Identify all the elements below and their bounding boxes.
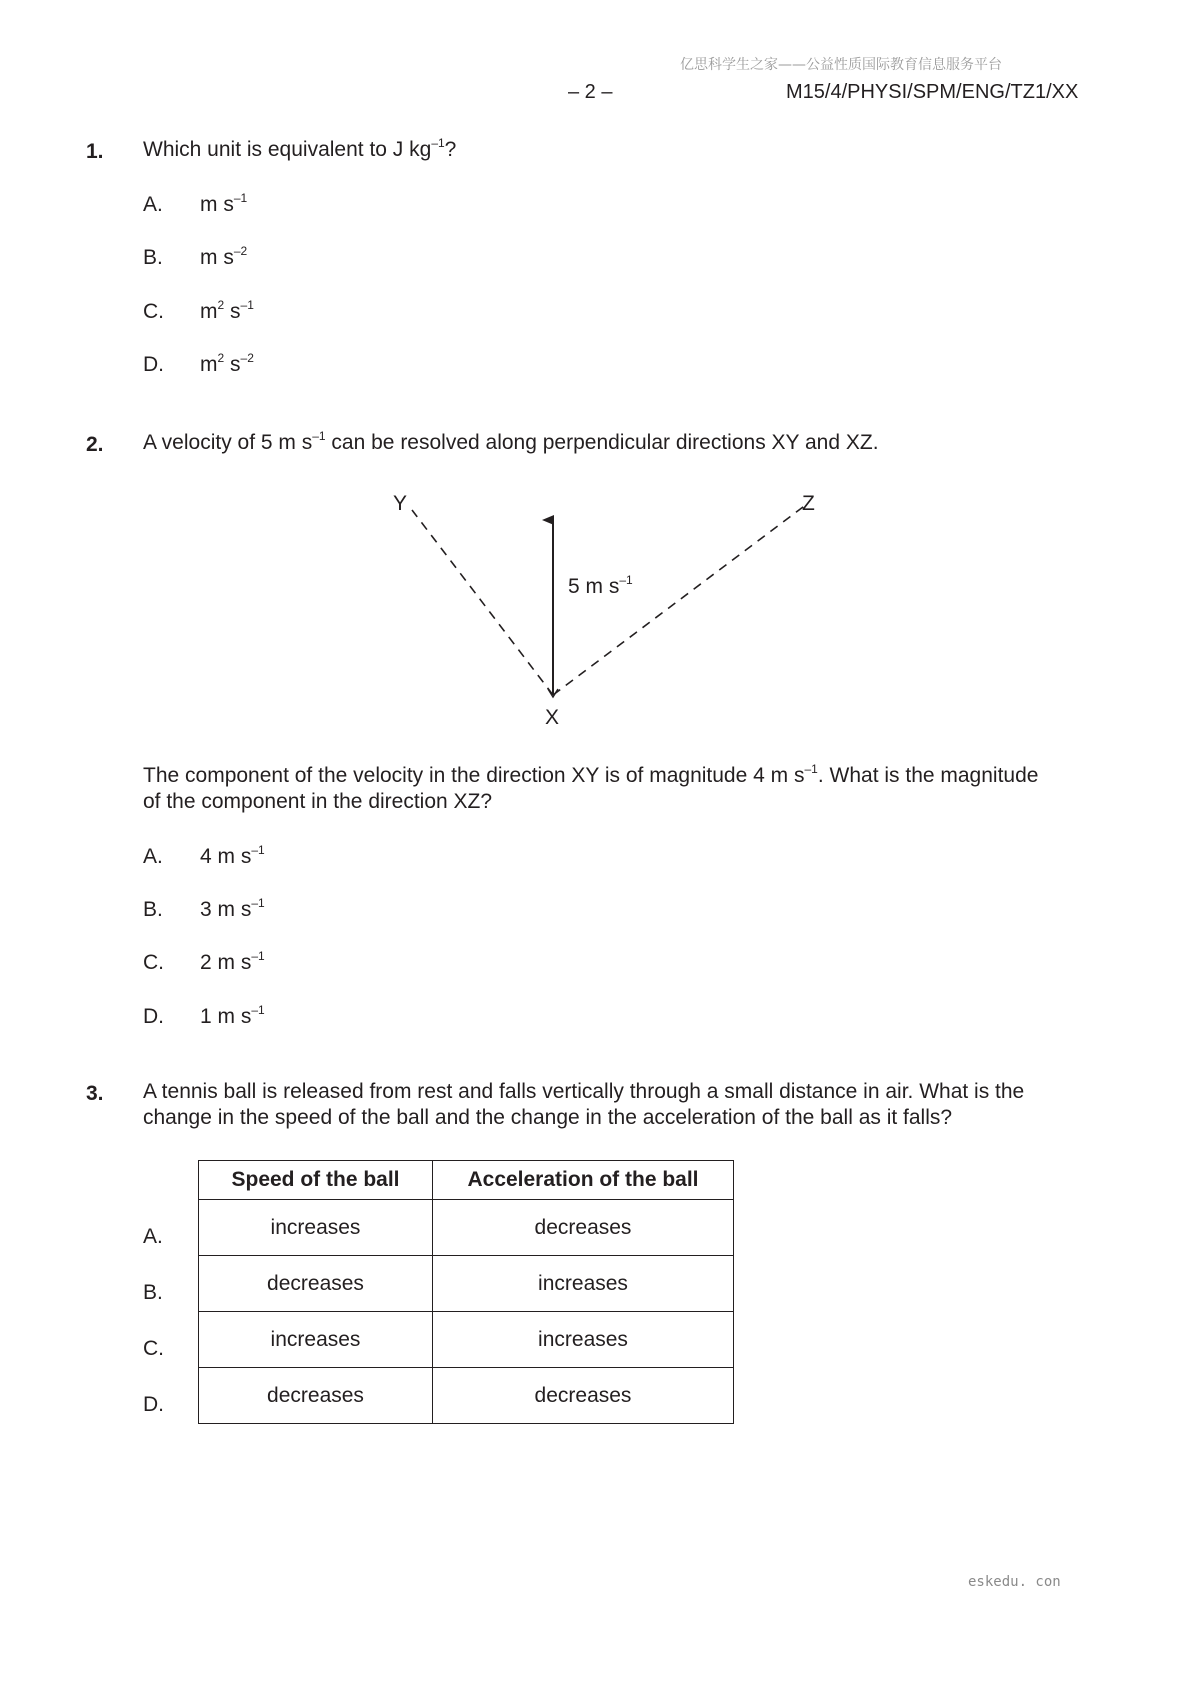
question-3-text-line-1: A tennis ball is released from rest and falls vertically through a small distance in air. What is the: [143, 1080, 1025, 1103]
question-1-option-d-letter: D.: [143, 353, 164, 376]
question-3-row-b-letter: B.: [143, 1281, 163, 1304]
question-1-text-sup: –1: [431, 136, 445, 150]
option-value: 3 m s: [200, 898, 252, 921]
velocity-label-exponent: –1: [619, 573, 633, 587]
option-exponent: 2: [217, 351, 225, 365]
question-1-option-b: [200, 246, 247, 270]
question-2-text-end: can be resolved along perpendicular directions XY and XZ.: [325, 431, 879, 454]
option-value: 4 m s: [200, 845, 252, 868]
question-3-row-c-letter: C.: [143, 1337, 164, 1360]
direction-xy-line: [412, 510, 553, 695]
followup-text-end: . What is the magnitude: [817, 764, 1039, 787]
question-2-followup-line-1: [143, 763, 1038, 789]
option-value: 2 m s: [200, 951, 252, 974]
direction-xz-line: [553, 504, 807, 695]
paper-code: M15/4/PHYSI/SPM/ENG/TZ1/XX: [786, 81, 1079, 103]
question-2-text-sup: –1: [312, 429, 326, 443]
option-value: s: [224, 300, 241, 323]
label-z: Z: [802, 492, 815, 515]
question-1-option-d: [200, 353, 254, 377]
header-acceleration: Acceleration of the ball: [433, 1161, 734, 1200]
followup-text-main: The component of the velocity in the direction XY is of magnitude 4 m s: [143, 764, 805, 787]
question-2-option-a-letter: A.: [143, 845, 163, 868]
question-2-option-a: [200, 845, 265, 869]
velocity-label: [568, 573, 633, 598]
option-value: m s: [200, 193, 234, 216]
option-exponent: –1: [251, 949, 265, 963]
question-2-option-d-letter: D.: [143, 1005, 164, 1028]
question-1-option-a: [200, 193, 247, 217]
question-2-text: [143, 430, 879, 456]
question-2-option-b: [200, 898, 265, 922]
question-2-text-main: A velocity of 5 m s: [143, 431, 313, 454]
cell-speed: decreases: [199, 1368, 433, 1424]
option-exponent: –1: [233, 191, 248, 205]
table-row: [199, 1368, 734, 1424]
cell-acceleration: decreases: [433, 1368, 734, 1424]
option-value: m: [200, 353, 218, 376]
question-1-option-a-letter: A.: [143, 193, 163, 216]
question-1-option-c-letter: C.: [143, 300, 164, 323]
question-1-option-c: [200, 300, 254, 324]
velocity-diagram: [380, 480, 820, 730]
option-value: s: [224, 353, 241, 376]
table-row: [199, 1256, 734, 1312]
question-2-option-c: [200, 951, 265, 975]
option-exponent: 2: [217, 298, 225, 312]
question-1-text-end: ?: [444, 138, 457, 161]
question-1-text-main: Which unit is equivalent to J kg: [143, 138, 432, 161]
table-header-row: [199, 1161, 734, 1200]
answer-table: [198, 1160, 734, 1424]
question-1-option-b-letter: B.: [143, 246, 163, 269]
header-speed: Speed of the ball: [199, 1161, 433, 1200]
option-exponent: –1: [251, 896, 265, 910]
option-exponent: –1: [251, 843, 265, 857]
option-exponent: –1: [240, 298, 254, 312]
watermark-header: 亿思科学生之家——公益性质国际教育信息服务平台: [680, 57, 1002, 73]
watermark-footer: eskedu. con: [968, 1574, 1061, 1590]
cell-acceleration: decreases: [433, 1200, 734, 1256]
followup-text-sup: –1: [804, 762, 818, 776]
cell-speed: increases: [199, 1200, 433, 1256]
question-2-followup-line-2: of the component in the direction XZ?: [143, 790, 493, 813]
option-exponent: –1: [251, 1003, 265, 1017]
question-1-number: 1.: [86, 140, 104, 163]
cell-speed: decreases: [199, 1256, 433, 1312]
option-value: 1 m s: [200, 1005, 252, 1028]
cell-acceleration: increases: [433, 1312, 734, 1368]
cell-speed: increases: [199, 1312, 433, 1368]
option-exponent: –2: [233, 244, 248, 258]
label-y: Y: [393, 492, 408, 515]
table-row: [199, 1312, 734, 1368]
question-3-text-line-2: change in the speed of the ball and the change in the acceleration of the ball as it falls?: [143, 1106, 953, 1129]
question-3-row-d-letter: D.: [143, 1393, 164, 1416]
question-2-number: 2.: [86, 433, 104, 456]
option-value: m s: [200, 246, 234, 269]
question-3-number: 3.: [86, 1082, 104, 1105]
label-x: X: [545, 706, 560, 729]
question-2-option-b-letter: B.: [143, 898, 163, 921]
cell-acceleration: increases: [433, 1256, 734, 1312]
velocity-label-value: 5 m s: [568, 575, 620, 598]
option-exponent: –2: [240, 351, 254, 365]
table-row: [199, 1200, 734, 1256]
option-value: m: [200, 300, 218, 323]
question-1-text: [143, 137, 456, 163]
question-2-option-c-letter: C.: [143, 951, 164, 974]
question-2-option-d: [200, 1005, 265, 1029]
question-3-row-a-letter: A.: [143, 1225, 163, 1248]
page-number: – 2 –: [568, 81, 613, 103]
